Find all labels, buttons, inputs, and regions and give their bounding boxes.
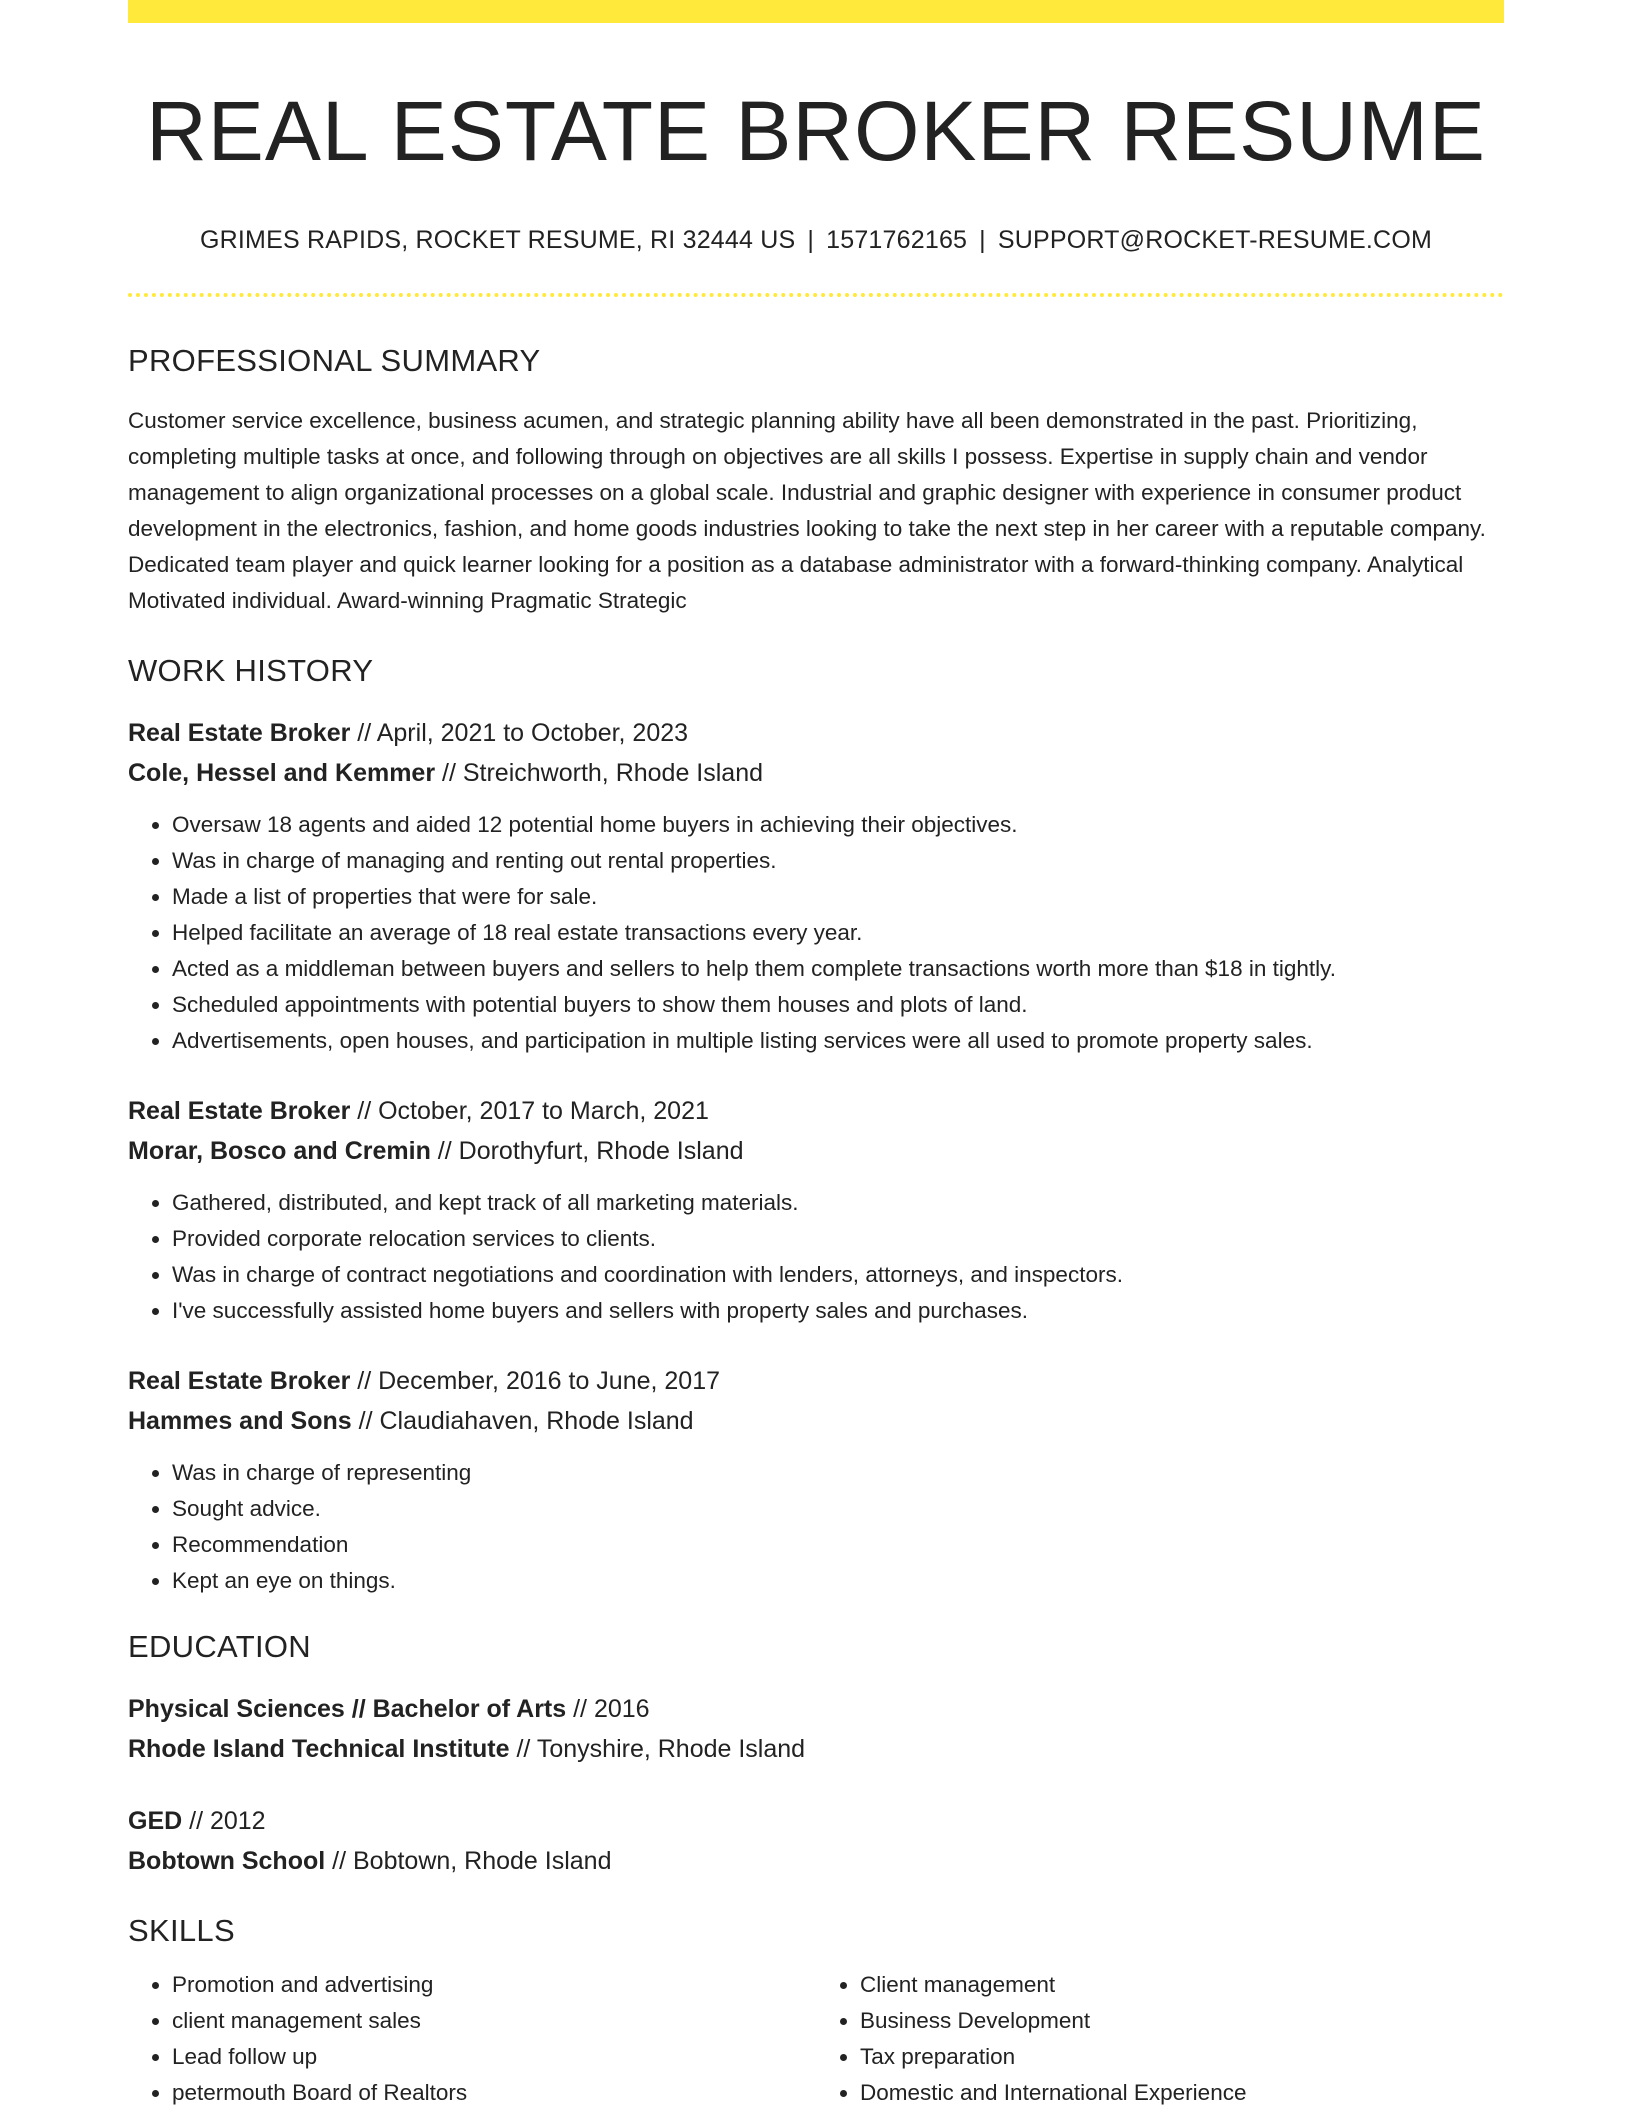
job-bullet: • Was in charge of managing and renting out rental properties. — [172, 843, 1504, 879]
job-entry — [128, 1361, 1504, 1599]
contact-email: SUPPORT@ROCKET-RESUME.COM — [997, 225, 1432, 254]
job-title: Real Estate Broker — [128, 1096, 351, 1125]
job-title-line — [128, 1361, 1504, 1401]
contact-separator: | — [807, 225, 815, 254]
education-school: Bobtown School — [128, 1846, 326, 1875]
job-company-line — [128, 753, 1504, 793]
job-location: // Dorothyfurt, Rhode Island — [430, 1136, 744, 1165]
job-title-line — [128, 713, 1504, 753]
job-location: // Claudiahaven, Rhode Island — [351, 1406, 694, 1435]
job-company: Hammes and Sons — [128, 1406, 352, 1435]
job-bullet: • Kept an eye on things. — [172, 1563, 1504, 1599]
summary-heading: PROFESSIONAL SUMMARY — [128, 342, 541, 378]
contact-separator: | — [979, 225, 986, 254]
job-dates: // April, 2021 to October, 2023 — [350, 718, 689, 747]
contact-address: GRIMES RAPIDS, ROCKET RESUME, RI 32444 US — [200, 225, 796, 254]
job-entry — [128, 713, 1504, 1059]
job-company-line — [128, 1401, 1504, 1441]
job-bullet: • Oversaw 18 agents and aided 12 potential home buyers in achieving their objectives. — [172, 807, 1504, 843]
resume-title: REAL ESTATE BROKER RESUME — [146, 84, 1486, 178]
education-location: // Tonyshire, Rhode Island — [509, 1734, 806, 1763]
job-bullets — [128, 1185, 1504, 1329]
job-bullet: • Sought advice. — [172, 1491, 1504, 1527]
resume-page — [128, 0, 1504, 2111]
education-year: // 2016 — [566, 1694, 650, 1723]
job-title: Real Estate Broker — [128, 718, 351, 747]
skills-right-list — [816, 1967, 1504, 2111]
job-company: Morar, Bosco and Cremin — [128, 1136, 431, 1165]
skills-left-list — [128, 1967, 816, 2111]
skill-item: • client management sales — [172, 2003, 816, 2039]
job-bullet: • Acted as a middleman between buyers and sellers to help them complete transactions worth more than $18 in tightly. — [172, 951, 1504, 987]
education-degree-line — [128, 1689, 1504, 1729]
skill-item: • Promotion and advertising — [172, 1967, 816, 2003]
accent-bar — [128, 0, 1504, 23]
skill-item: • petermouth Board of Realtors — [172, 2075, 816, 2111]
education-school-line — [128, 1841, 1504, 1881]
job-bullets — [128, 1455, 1504, 1599]
job-company: Cole, Hessel and Kemmer — [128, 758, 436, 787]
education-year: // 2012 — [182, 1806, 266, 1835]
education-location: // Bobtown, Rhode Island — [325, 1846, 612, 1875]
job-bullet: • Was in charge of representing — [172, 1455, 1504, 1491]
job-entry — [128, 1091, 1504, 1329]
dotted-divider — [128, 293, 1504, 297]
skill-item: • Lead follow up — [172, 2039, 816, 2075]
education-school-line — [128, 1729, 1504, 1769]
job-bullets — [128, 807, 1504, 1059]
summary-text: Customer service excellence, business acumen, and strategic planning ability have all been demonstrated in the past. Prioritizing, completing multiple tasks at once, and following through on objectives are all skills I possess. Expertise in supply chain and vendor management to align organizational processes on a global scale. Industrial and graphic designer with experience in consumer product development in the electronics, fashion, and home goods industries looking to take the next step in her career with a reputable company. Dedicated team player and quick learner looking for a position as a database administrator with a forward-thinking company. Analytical Motivated individual. Award-winning Pragmatic Strategic — [128, 407, 1486, 613]
education-entry — [128, 1801, 1504, 1881]
skill-item: • Client management — [860, 1967, 1504, 2003]
job-bullet: • Provided corporate relocation services to clients. — [172, 1221, 1504, 1257]
job-title: Real Estate Broker — [128, 1366, 351, 1395]
job-bullet: • Helped facilitate an average of 18 real estate transactions every year. — [172, 915, 1504, 951]
skill-item: • Domestic and International Experience — [860, 2075, 1504, 2111]
job-bullet: • Made a list of properties that were for sale. — [172, 879, 1504, 915]
skill-item: • Tax preparation — [860, 2039, 1504, 2075]
education-degree-line — [128, 1801, 1504, 1841]
education-heading: EDUCATION — [128, 1628, 311, 1664]
education-degree: GED — [128, 1806, 183, 1835]
job-bullet: • Gathered, distributed, and kept track of all marketing materials. — [172, 1185, 1504, 1221]
job-location: // Streichworth, Rhode Island — [435, 758, 764, 787]
job-bullet: • I've successfully assisted home buyers and sellers with property sales and purchases. — [172, 1293, 1504, 1329]
job-bullet: • Scheduled appointments with potential buyers to show them houses and plots of land. — [172, 987, 1504, 1023]
education-entry — [128, 1689, 1504, 1769]
contact-line — [128, 226, 1504, 255]
job-bullet: • Advertisements, open houses, and participation in multiple listing services were all used to promote property sales. — [172, 1023, 1504, 1059]
job-dates: // December, 2016 to June, 2017 — [350, 1366, 721, 1395]
job-company-line — [128, 1131, 1504, 1171]
education-degree: Physical Sciences // Bachelor of Arts — [128, 1694, 567, 1723]
job-bullet: • Recommendation — [172, 1527, 1504, 1563]
skills-columns — [128, 1967, 1504, 2111]
education-school: Rhode Island Technical Institute — [128, 1734, 510, 1763]
job-bullet: • Was in charge of contract negotiations and coordination with lenders, attorneys, and inspectors. — [172, 1257, 1504, 1293]
job-title-line — [128, 1091, 1504, 1131]
skill-item: • Business Development — [860, 2003, 1504, 2039]
contact-phone: 1571762165 — [826, 225, 968, 254]
skills-heading: SKILLS — [128, 1912, 235, 1948]
job-dates: // October, 2017 to March, 2021 — [350, 1096, 709, 1125]
work-history-heading: WORK HISTORY — [128, 652, 374, 688]
